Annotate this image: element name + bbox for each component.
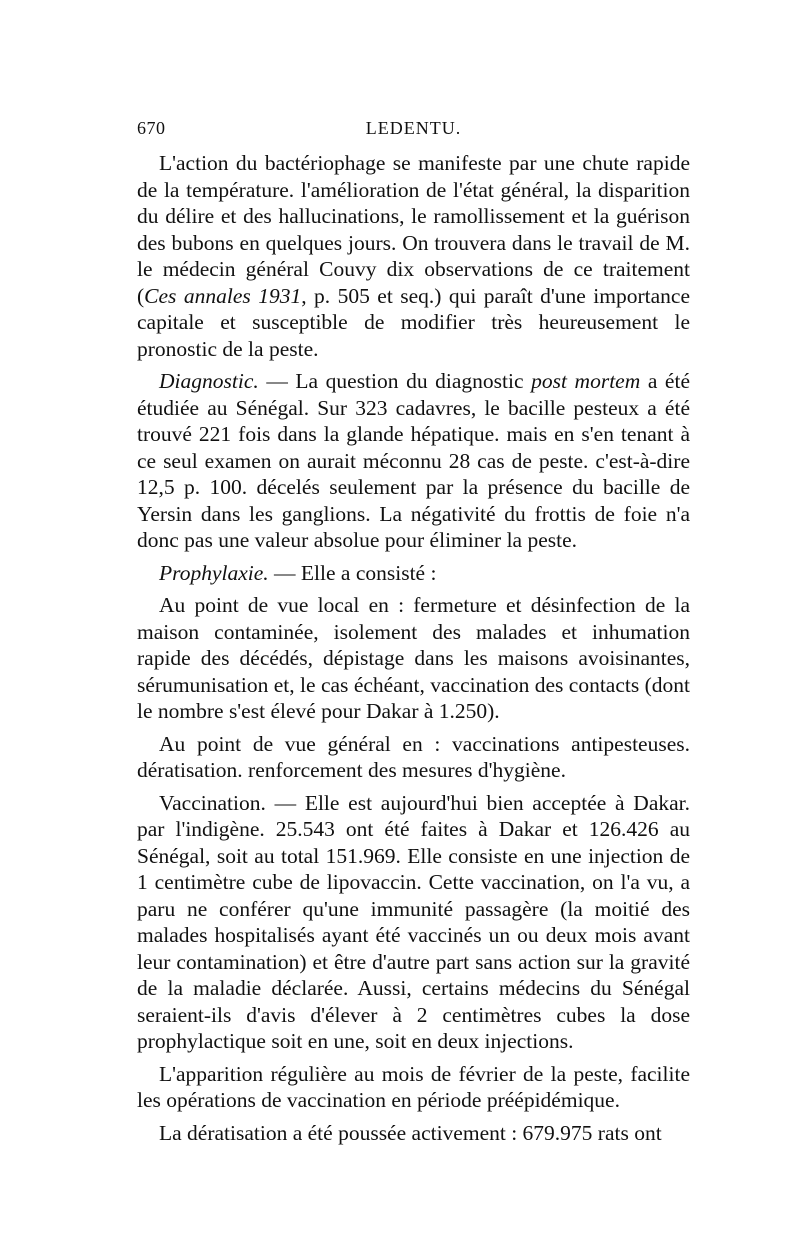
paragraph-general [137, 731, 690, 784]
text-segment: L'apparition régulière au mois de février de la peste, facilite les opérations de vaccination en période préépidémique. [137, 1061, 690, 1112]
paragraph-bacteriophage [137, 150, 690, 362]
paragraph-deratisation [137, 1120, 690, 1147]
text-segment: Vaccination. — Elle est aujourd'hui bien acceptée à Dakar. par l'indigène. 25.543 ont été faites à Dakar et 126.426 au Sénégal, soit au total 151.969. Elle consiste en une injection de 1 centimètre cube de lipovaccin. Cette vaccination, on l'a vu, a paru ne conférer qu'une immunité passagère (la moitié des malades hospitalisés ayant été vaccinés un ou deux mois avant leur contamination) et être d'autre part sans action sur la gravité de la maladie déclarée. Aussi, certains médecins du Sénégal seraient-ils d'avis d'élever à 2 centimètres cubes la dose prophylactique soit en une, soit en deux injections. [137, 790, 690, 1053]
running-head: LEDENTU. [365, 118, 462, 138]
paragraph-apparition [137, 1061, 690, 1114]
section-heading-diagnostic: Diagnostic. [159, 369, 259, 393]
text-segment: , p. 505 et seq.) qui paraît d'une importance capitale et susceptible de modifier très heureusement le pronostic de la peste. [137, 283, 690, 361]
citation-italic: Ces annales 1931 [144, 283, 302, 308]
text-segment: L'action du bactériophage se manifeste par une chute rapide de la température. l'amélioration de l'état général, la disparition du délire et des hallucinations, le ramollissement et la guérison des bubons en quelques jours. On trouvera dans le travail de M. le médecin général Couvy dix observations de ce traitement ( [137, 151, 690, 308]
page-header [137, 118, 690, 142]
text-segment: a été étudiée au Sénégal. Sur 323 cadavres, le bacille pesteux a été trouvé 221 fois dans la glande hépatique. mais en s'en tenant à ce seul examen on aurait méconnu 28 cas de peste. c'est-à-dire 12,5 p. 100. décelés seulement par la présence du bacille de Yersin dans les ganglions. La négativité du frottis de foie n'a donc pas une valeur absolue pour éliminer la peste. [137, 369, 690, 552]
body-text [137, 150, 690, 1152]
text-segment: Au point de vue général en : vaccinations antipesteuses. dératisation. renforcement des mesures d'hygiène. [137, 731, 690, 782]
paragraph-diagnostic [137, 368, 690, 554]
paragraph-vaccination [137, 790, 690, 1055]
text-segment: Au point de vue local en : fermeture et désinfection de la maison contaminée, isolement des malades et inhumation rapide des décédés, dépistage dans les maisons avoisinantes, sérumunisation et, le cas échéant, vaccination des contacts (dont le nombre s'est élevé pour Dakar à 1.250). [137, 593, 690, 723]
text-segment: La dératisation a été poussée activement : 679.975 rats ont [159, 1120, 662, 1145]
section-heading-prophylaxie: Prophylaxie. [159, 560, 269, 585]
paragraph-local [137, 592, 690, 725]
text-segment: — Elle a consisté : [268, 560, 437, 585]
page-number: 670 [137, 118, 166, 138]
term-italic: post mortem [531, 369, 641, 393]
text-segment: — La question du diagnostic [258, 369, 532, 393]
paragraph-prophylaxie [137, 560, 690, 587]
